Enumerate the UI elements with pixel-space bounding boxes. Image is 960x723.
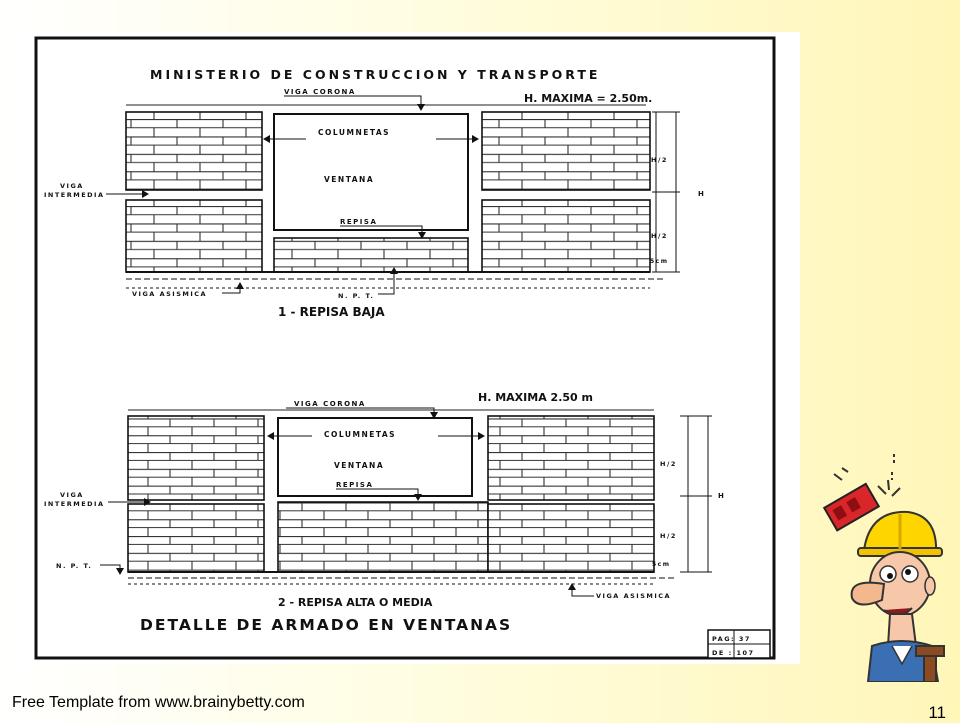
d1-h-half-bottom-label: H/2 [651, 232, 668, 240]
d2-caption: 2 - REPISA ALTA O MEDIA [278, 596, 433, 609]
d1-cm-label: 5cm [650, 258, 669, 265]
detail-2-repisa-alta-o-media [44, 391, 725, 609]
d1-viga-intermedia-label-b: INTERMEDIA [44, 191, 105, 199]
d1-npt-label: N. P. T. [338, 292, 375, 300]
d2-ventana-label: VENTANA [334, 461, 385, 470]
d1-viga-asismica-label: VIGA ASISMICA [132, 290, 208, 298]
d2-viga-intermedia-label-a: VIGA [60, 491, 84, 499]
d2-h-label: H [718, 492, 726, 500]
d1-h-label: H [698, 190, 706, 198]
d2-npt-label: N. P. T. [56, 562, 93, 570]
footer-credit: Free Template from www.brainybetty.com [12, 694, 305, 711]
detail-1-repisa-baja [44, 88, 705, 319]
d1-ventana-label: VENTANA [324, 175, 375, 184]
d1-viga-intermedia-label-a: VIGA [60, 182, 84, 190]
slide-page-number: 11 [928, 703, 946, 722]
d2-viga-asismica-label: VIGA ASISMICA [596, 592, 672, 600]
d1-columnetas-label: COLUMNETAS [318, 128, 391, 137]
construction-worker-hit-by-brick-icon [812, 450, 952, 682]
construction-drawing [16, 32, 800, 664]
d2-viga-intermedia-label-b: INTERMEDIA [44, 500, 105, 508]
d1-repisa-label: REPISA [340, 218, 378, 226]
d1-caption: 1 - REPISA BAJA [278, 305, 385, 319]
drawing-title: DETALLE DE ARMADO EN VENTANAS [140, 616, 513, 634]
d2-repisa-label: REPISA [336, 481, 374, 489]
d2-h-half-bottom-label: H/2 [660, 532, 677, 540]
drawing-header: MINISTERIO DE CONSTRUCCION Y TRANSPORTE [150, 67, 601, 82]
d2-max-height-label: H. MAXIMA 2.50 m [478, 391, 593, 404]
d2-cm-label: 5cm [652, 561, 671, 568]
page-box-line-1: PAG: 37 [712, 635, 751, 643]
d1-h-half-top-label: H/2 [651, 156, 668, 164]
d1-max-height-label: H. MAXIMA = 2.50m. [524, 92, 653, 105]
drawing-canvas [16, 32, 800, 664]
drawing-page-box [708, 630, 770, 658]
d2-viga-corona-label: VIGA CORONA [294, 400, 366, 408]
d2-h-half-top-label: H/2 [660, 460, 677, 468]
d1-viga-corona-label: VIGA CORONA [284, 88, 356, 96]
d2-columnetas-label: COLUMNETAS [324, 430, 397, 439]
page-box-line-2: DE : 107 [712, 649, 755, 657]
